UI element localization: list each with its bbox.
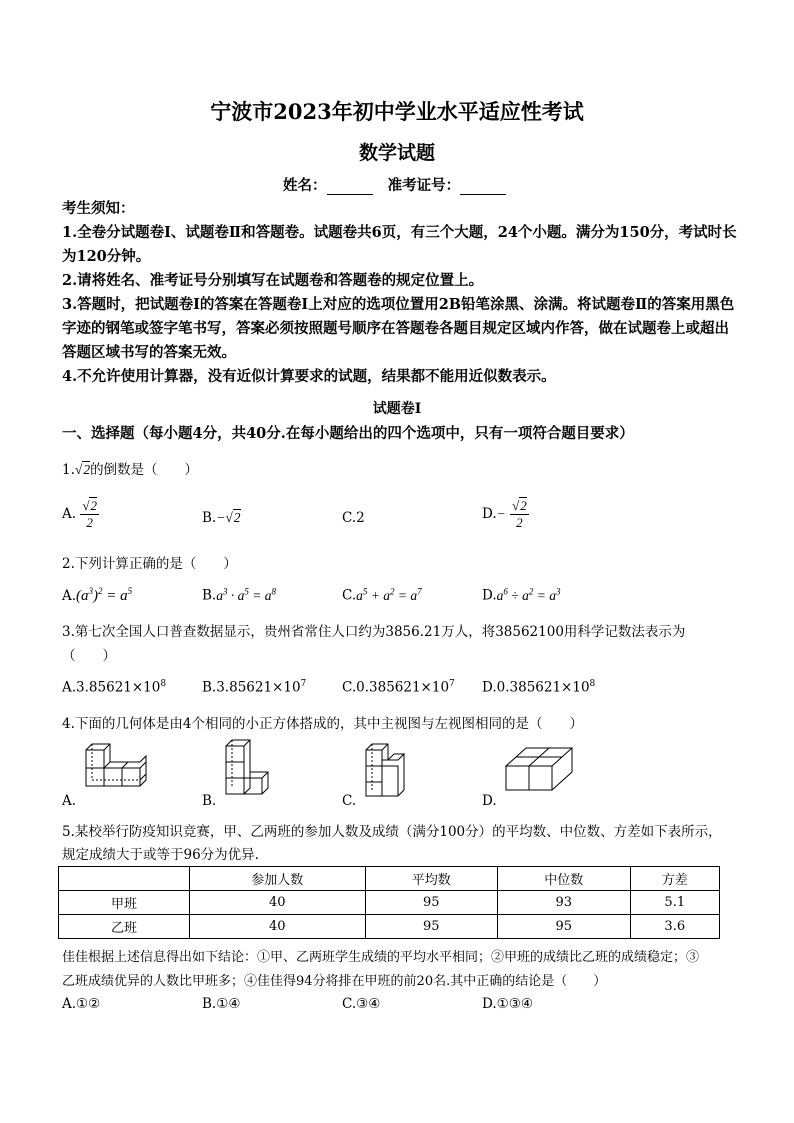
- question-2-option-a[interactable]: $A.(a^3)^2 = a^5$: [62, 586, 133, 604]
- cube-figure-b: [222, 738, 278, 800]
- option-label: A.: [62, 588, 77, 604]
- option-label: A.: [62, 506, 77, 522]
- question-2-option-b[interactable]: $B.a^3 \cdot a^5 = a^8$: [202, 586, 276, 604]
- candidate-info-line: [283, 174, 506, 195]
- score-table: [58, 866, 720, 939]
- fraction: $\frac{√2}{2}$: [82, 498, 97, 530]
- name-label: 姓名：: [283, 177, 327, 194]
- option-base: 0.385621×10: [356, 679, 450, 696]
- question-5-option-a[interactable]: A.①②: [62, 996, 101, 1012]
- table-header-row: [59, 867, 720, 891]
- question-3-option-b[interactable]: [202, 679, 306, 696]
- table-cell: 3.6: [630, 915, 719, 939]
- option-exponent: 7: [449, 679, 455, 689]
- option-label: B.: [202, 587, 217, 604]
- id-blank: [460, 180, 506, 195]
- option-label: C.: [342, 679, 357, 696]
- question-2-stem: 2.下列计算正确的是（ ）: [62, 556, 237, 572]
- cube-figure-d: [502, 744, 576, 796]
- option-label: D.: [482, 587, 497, 604]
- option-label: C.: [342, 510, 357, 526]
- question-1-option-d[interactable]: D.− $\frac{√2}{2}$: [482, 498, 527, 530]
- table-header-cell: 方差: [630, 867, 719, 891]
- question-5-option-d[interactable]: D.①③④: [482, 996, 533, 1012]
- notice-block: [62, 197, 738, 389]
- table-cell: 40: [190, 891, 366, 915]
- option-base: 3.85621×10: [76, 679, 161, 696]
- option-label: C.: [342, 587, 357, 604]
- notice-heading: 考生须知：: [62, 200, 135, 217]
- question-1-stem: 1.√2的倒数是（ ）: [62, 462, 199, 478]
- notice-item-4: 4.不允许使用计算器，没有近似计算要求的试题，结果都不能用近似数表示。: [62, 368, 556, 385]
- option-label: D.: [482, 679, 497, 696]
- table-header-cell: 参加人数: [190, 867, 366, 891]
- option-label: B.: [202, 679, 217, 696]
- table-header-cell: 中位数: [498, 867, 631, 891]
- option-label: B.: [202, 510, 217, 526]
- table-cell: 93: [498, 891, 631, 915]
- question-4-option-a[interactable]: A.: [62, 793, 77, 809]
- name-blank: [327, 180, 373, 195]
- question-4-stem: 4.下面的几何体是由4个相同的小正方体搭成的，其中主视图与左视图相同的是（ ）: [62, 716, 583, 732]
- option-base: 3.85621×10: [216, 679, 301, 696]
- option-label: A.: [62, 679, 77, 696]
- part-title: 一、选择题（每小题4分，共40分.在每小题给出的四个选项中，只有一项符合题目要求）: [62, 425, 634, 442]
- question-3-option-c[interactable]: [342, 679, 455, 696]
- paper-label: 试题卷Ⅰ: [372, 401, 422, 417]
- question-1-option-c[interactable]: [342, 510, 365, 526]
- question-4-option-d[interactable]: D.: [482, 793, 497, 809]
- cube-figure-c: [362, 742, 414, 800]
- table-cell: 5.1: [630, 891, 719, 915]
- table-cell: 95: [365, 915, 498, 939]
- option-exponent: 8: [160, 679, 167, 689]
- notice-item-3: 3.答题时，把试题卷Ⅰ的答案在答题卷Ⅰ上对应的选项位置用2B铅笔涂黑、涂满。将试题卷Ⅱ的答案用黑色字迹的钢笔或签字笔书写，答案必须按照题号顺序在答题卷各题目规定区域内作答，做在试题卷上或超出答题区域书写的答案无效。: [62, 296, 735, 361]
- option-exponent: 8: [589, 679, 596, 689]
- question-5-option-b[interactable]: B.①④: [202, 996, 241, 1012]
- question-3-paren: （ ）: [62, 648, 116, 664]
- question-5-stem-line-2: 规定成绩大于或等于96分为优异.: [62, 847, 259, 863]
- option-value: 2: [356, 510, 365, 526]
- notice-item-2: 2.请将姓名、准考证号分别填写在试题卷和答题卷的规定位置上。: [62, 272, 484, 289]
- question-5-stem-line-1: 5.某校举行防疫知识竞赛，甲、乙两班的参加人数及成绩（满分100分）的平均数、中位数、方差如下表所示，: [62, 824, 722, 840]
- radicand: 2: [83, 462, 91, 477]
- exam-title: 宁波市2023年初中学业水平适应性考试: [210, 99, 584, 124]
- notice-item-1: 1.全卷分试题卷Ⅰ、试题卷Ⅱ和答题卷。试题卷共6页，有三个大题，24个小题。满分为150分，考试时长为120分钟。: [62, 224, 737, 265]
- table-header-cell: [59, 867, 190, 891]
- table-row: [59, 915, 720, 939]
- question-2-option-d[interactable]: $D.a^6 \div a^2 = a^3$: [482, 586, 561, 604]
- table-cell: 乙班: [59, 915, 190, 939]
- exam-subtitle: 数学试题: [358, 142, 435, 164]
- question-2-option-c[interactable]: $C.a^5 + a^2 = a^7$: [342, 586, 422, 604]
- question-1-option-b[interactable]: B.−√2: [202, 510, 241, 526]
- question-3-stem: 3.第七次全国人口普查数据显示，贵州省常住人口约为3856.21万人，将38562100用科学记数法表示为: [62, 624, 686, 640]
- fraction: $\frac{√2}{2}$: [512, 498, 527, 530]
- table-row: [59, 891, 720, 915]
- question-1-option-a[interactable]: [62, 498, 99, 531]
- option-label: D.: [482, 506, 497, 522]
- question-3-option-d[interactable]: [482, 679, 595, 696]
- table-cell: 95: [498, 915, 631, 939]
- id-label: 准考证号：: [387, 177, 461, 194]
- question-number: 1.: [62, 462, 75, 478]
- question-4-option-b[interactable]: B.: [202, 793, 217, 809]
- option-base: 0.385621×10: [496, 679, 590, 696]
- table-cell: 40: [190, 915, 366, 939]
- question-5-conclusion-line-1: 佳佳根据上述信息得出如下结论：①甲、乙两班学生成绩的平均水平相同；②甲班的成绩比乙班的成绩稳定；③: [62, 950, 700, 965]
- question-4-option-c[interactable]: C.: [342, 793, 357, 809]
- question-3-option-a[interactable]: [62, 679, 166, 696]
- question-text: 的倒数是（ ）: [90, 462, 199, 478]
- cube-figure-a: [82, 740, 154, 796]
- option-exponent: 7: [300, 679, 307, 689]
- question-5-conclusion-line-2: 乙班成绩优异的人数比甲班多；④佳佳得94分将排在甲班的前20名.其中正确的结论是（ ）: [62, 974, 607, 989]
- question-5-option-c[interactable]: C.③④: [342, 996, 381, 1012]
- table-cell: 甲班: [59, 891, 190, 915]
- table-header-cell: 平均数: [365, 867, 498, 891]
- table-cell: 95: [365, 891, 498, 915]
